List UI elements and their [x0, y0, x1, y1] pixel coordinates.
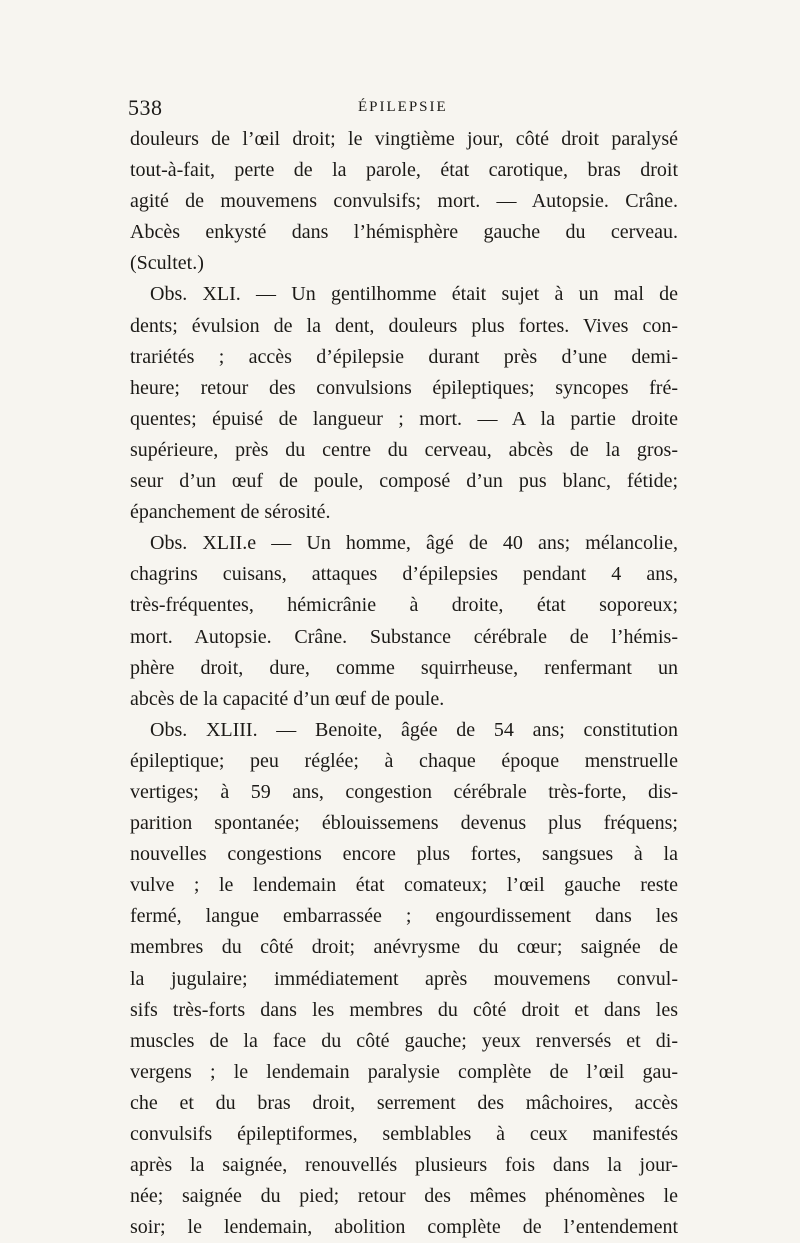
text-line: (Scultet.)	[130, 252, 204, 275]
text-line: née; saignée du pied; retour des mêmes phénomènes le	[130, 1185, 678, 1208]
text-line: phère droit, dure, comme squirrheuse, renfermant un	[130, 656, 678, 679]
page-number: 538	[128, 95, 163, 120]
text-line: quentes; épuisé de langueur ; mort. — A la partie droite	[130, 407, 678, 430]
running-head	[128, 95, 676, 125]
text-line: heure; retour des convulsions épileptiques; syncopes fré-	[130, 376, 678, 399]
text-line: Obs. XLIII. — Benoite, âgée de 54 ans; constitution	[150, 718, 678, 741]
text-line: vergens ; le lendemain paralysie complète de l’œil gau-	[130, 1060, 678, 1083]
text-line: che et du bras droit, serrement des mâchoires, accès	[130, 1091, 678, 1114]
text-line: nouvelles congestions encore plus fortes, sangsues à la	[130, 843, 678, 866]
text-line: supérieure, près du centre du cerveau, abcès de la gros-	[130, 438, 678, 461]
text-line: épanchement de sérosité.	[130, 501, 331, 524]
text-line: Obs. XLII.e — Un homme, âgé de 40 ans; mélancolie,	[150, 532, 678, 555]
text-line: fermé, langue embarrassée ; engourdissement dans les	[130, 905, 678, 928]
body-text	[130, 124, 678, 1243]
text-line: abcès de la capacité d’un œuf de poule.	[130, 687, 445, 710]
text-line: mort. Autopsie. Crâne. Substance cérébrale de l’hémis-	[130, 625, 678, 648]
text-line: sifs très-forts dans les membres du côté droit et dans les	[130, 998, 678, 1021]
text-line: dents; évulsion de la dent, douleurs plus fortes. Vives con-	[130, 314, 678, 337]
text-line: muscles de la face du côté gauche; yeux renversés et di-	[130, 1029, 678, 1052]
text-line: agité de mouvemens convulsifs; mort. — Autopsie. Crâne.	[130, 190, 678, 213]
text-line: Obs. XLI. — Un gentilhomme était sujet à un mal de	[150, 283, 678, 306]
text-line: seur d’un œuf de poule, composé d’un pus blanc, fétide;	[130, 470, 678, 493]
text-line: Abcès enkysté dans l’hémisphère gauche du cerveau.	[130, 221, 678, 244]
text-line: la jugulaire; immédiatement après mouvemens convul-	[130, 967, 678, 990]
running-title: ÉPILEPSIE	[358, 99, 448, 115]
text-line: vertiges; à 59 ans, congestion cérébrale très-forte, dis-	[130, 780, 678, 803]
text-line: douleurs de l’œil droit; le vingtième jour, côté droit paralysé	[130, 128, 678, 150]
text-line: chagrins cuisans, attaques d’épilepsies pendant 4 ans,	[130, 563, 678, 586]
text-line: vulve ; le lendemain état comateux; l’œil gauche reste	[130, 874, 678, 897]
text-line: convulsifs épileptiformes, semblables à ceux manifestés	[130, 1123, 678, 1145]
text-line: après la saignée, renouvellés plusieurs fois dans la jour-	[130, 1154, 678, 1177]
text-line: membres du côté droit; anévrysme du cœur; saignée de	[130, 936, 678, 959]
text-line: trariétés ; accès d’épilepsie durant près d’une demi-	[130, 345, 678, 368]
text-line: tout-à-fait, perte de la parole, état carotique, bras droit	[130, 159, 678, 182]
text-line: épileptique; peu réglée; à chaque époque menstruelle	[130, 749, 678, 772]
text-line: parition spontanée; éblouissemens devenus plus fréquens;	[130, 812, 678, 835]
text-line: soir; le lendemain, abolition complète de l’entendement	[130, 1216, 678, 1239]
text-line: très-fréquentes, hémicrânie à droite, état soporeux;	[130, 594, 678, 617]
